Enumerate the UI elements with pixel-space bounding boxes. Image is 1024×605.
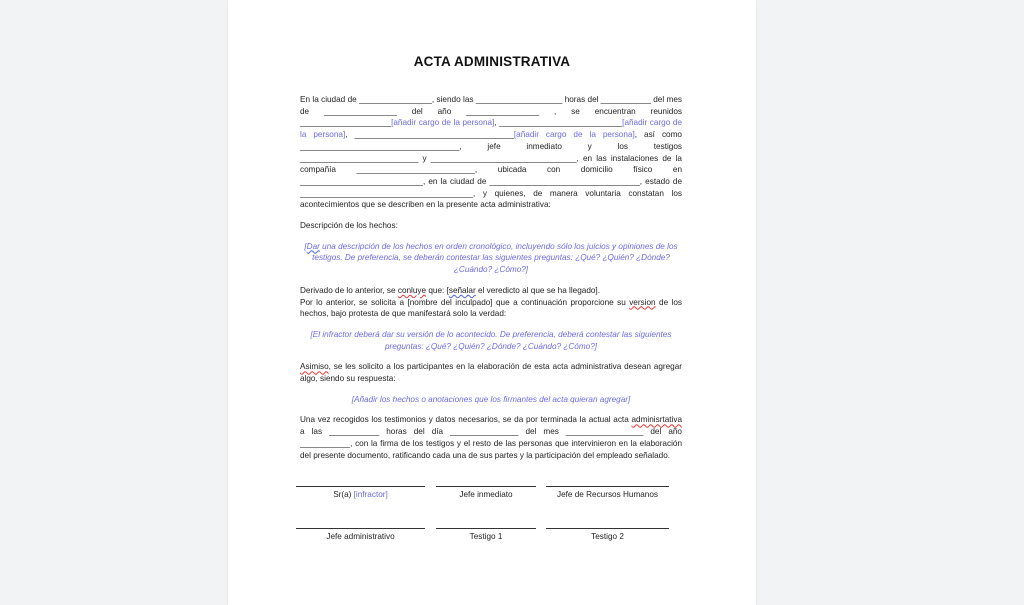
placeholder-cargo-2: [añadir cargo de la persona] bbox=[300, 118, 682, 140]
document-page bbox=[228, 0, 756, 605]
intro-text-3: , ___________________________________ bbox=[345, 130, 514, 140]
placeholder-infractor: [infractor] bbox=[353, 490, 388, 499]
spelling-flag-dar: Dar bbox=[306, 241, 320, 251]
spelling-flag-asimiso: Asimiso bbox=[300, 362, 329, 372]
spelling-flag-administrativa: adminisrtativa bbox=[631, 415, 682, 425]
placeholder-cargo-3: [añadir cargo de la persona] bbox=[513, 130, 635, 140]
derived-text-c: el veredicto al que se ha llegado]. bbox=[475, 285, 600, 295]
asimismo-text: , se les solicito a los participantes en la elaboración de esta acta administrativa desean agregar algo, siendo su respuesta: bbox=[300, 362, 682, 384]
derived-text-a: Derivado de lo anterior, se bbox=[300, 285, 398, 295]
description-instructions bbox=[300, 241, 682, 276]
signature-testigo-1 bbox=[436, 528, 536, 541]
intro-text-2: , ___________________________ bbox=[494, 118, 623, 128]
placeholder-cargo-1: [añadir cargo de la persona] bbox=[391, 118, 495, 128]
desc-text: una descripción de los hechos en orden cronológico, incluyendo sólo los juicios y opiniones de los testigos. De preferencia, se deberán contestar las siguientes preguntas: ¿Qué? ¿Quién? ¿Dónde? ¿Cuándo? ¿Cómo?] bbox=[312, 241, 678, 275]
signature-label-jefe-admin: Jefe administrativo bbox=[326, 532, 395, 541]
spelling-flag-senalar: señalar bbox=[448, 285, 476, 295]
closing-text-a: Una vez recogidos los testimonios y datos necesarios, se da por terminada la actual acta bbox=[300, 415, 632, 425]
intro-paragraph bbox=[300, 94, 682, 211]
signature-jefe-admin bbox=[296, 528, 425, 541]
derived-text-d: Por lo anterior, se solicita a [nombre del inculpado] que a continuación proporcione su bbox=[300, 297, 630, 307]
document-title: ACTA ADMINISTRATIVA bbox=[413, 54, 571, 69]
signature-label-jefe-rh: Jefe de Recursos Humanos bbox=[556, 490, 659, 499]
signature-infractor bbox=[296, 486, 425, 499]
derived-text-b: que: [ bbox=[426, 285, 449, 295]
signature-jefe-rh bbox=[546, 486, 669, 499]
desc-open-bracket: [ bbox=[304, 241, 307, 251]
signature-jefe-inmediato bbox=[436, 486, 536, 499]
spelling-flag-version: version bbox=[629, 297, 656, 307]
additions-instructions: [Añadir los hechos o anotaciones que los firmantes del acta quieran agregar] bbox=[351, 394, 631, 404]
signature-label-testigo-2: Testigo 2 bbox=[591, 532, 624, 541]
signature-label-jefe-inmediato: Jefe inmediato bbox=[459, 490, 513, 499]
spelling-flag-conluye: conluye bbox=[397, 285, 427, 295]
infractor-instructions: [El infractor deberá dar su versión de lo acontecido. De preferencia, deberá contestar las siguientes preguntas: ¿Qué? ¿Quién? ¿Dónde? ¿Cuándo? ¿Cómo?] bbox=[310, 329, 672, 351]
signature-testigo-2 bbox=[546, 528, 669, 541]
derived-paragraph bbox=[300, 285, 682, 320]
signature-label-sr: Sr(a) bbox=[333, 490, 354, 499]
signature-label-testigo-1: Testigo 1 bbox=[469, 532, 503, 541]
closing-text-b: a las ___________ horas del día _______________ del mes _________________ del año ___________, con la firma de los testigos y el resto de las personas que intervinieron en la elaboración del presente documento, ratificando cada una de sus partes y la participación del empleado señalado. bbox=[300, 427, 682, 460]
intro-text-4: , así como ___________________________________, jefe inmediato y los testigos __________________________ y ________________________________, en las instalaciones de la compañía __________________________, ubicada con domicilio físico en ___________________________, en la ciudad de _________________________________, estado de ______________________________________, y quienes, de manera voluntaria constatan los acontecimientos que se describen en la presente acta administrativa: bbox=[300, 130, 682, 210]
closing-paragraph bbox=[300, 414, 682, 461]
intro-text-1: En la ciudad de ________________, siendo las ___________________ horas del ___________ del mes de ________________ del año ________________ , se encuentran reunidos ____________________ bbox=[300, 95, 682, 128]
description-label: Descripción de los hechos: bbox=[300, 221, 398, 231]
document-body[interactable] bbox=[300, 94, 682, 461]
asimismo-paragraph bbox=[300, 361, 682, 384]
derived-text-e: de los hechos, bajo protesta de que manifestará solo la verdad: bbox=[300, 297, 683, 319]
